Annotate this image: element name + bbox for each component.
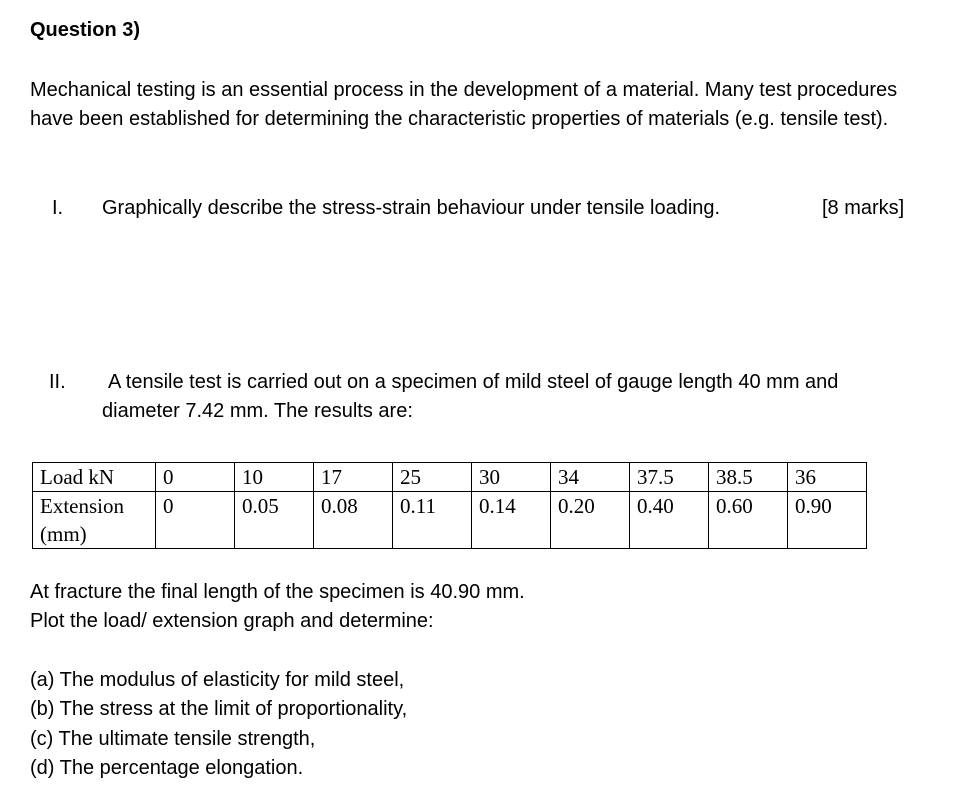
table-cell: 0 — [156, 463, 235, 492]
table-cell: 0.60 — [709, 492, 788, 549]
item-i-numeral: I. — [52, 197, 64, 219]
table-row-label: Extension (mm) — [33, 492, 156, 549]
part-d: (d) The percentage elongation. — [30, 757, 304, 779]
plot-instruction: Plot the load/ extension graph and determine: — [30, 610, 434, 632]
table-row-load — [33, 463, 867, 492]
table-cell: 0.90 — [788, 492, 867, 549]
table-cell: 0.05 — [235, 492, 314, 549]
part-c: (c) The ultimate tensile strength, — [30, 728, 316, 750]
table-cell: 0.20 — [551, 492, 630, 549]
table-cell: 34 — [551, 463, 630, 492]
part-a: (a) The modulus of elasticity for mild steel, — [30, 669, 405, 691]
table-cell: 0.11 — [393, 492, 472, 549]
table-cell: 37.5 — [630, 463, 709, 492]
table-cell: 0.08 — [314, 492, 393, 549]
question-title: Question 3) — [30, 19, 141, 41]
table-row-label: Load kN — [33, 463, 156, 492]
table-cell: 17 — [314, 463, 393, 492]
table-cell: 36 — [788, 463, 867, 492]
item-ii-text-line2: diameter 7.42 mm. The results are: — [102, 400, 413, 422]
part-b: (b) The stress at the limit of proportionality, — [30, 698, 408, 720]
item-i-marks: [8 marks] — [822, 197, 905, 219]
results-table — [32, 462, 867, 549]
fracture-statement: At fracture the final length of the specimen is 40.90 mm. — [30, 581, 525, 603]
item-i-text: Graphically describe the stress-strain behaviour under tensile loading. — [102, 197, 721, 219]
table-cell: 38.5 — [709, 463, 788, 492]
item-ii-numeral: II. — [49, 371, 66, 393]
table-cell: 30 — [472, 463, 551, 492]
table-cell: 25 — [393, 463, 472, 492]
table-cell: 0 — [156, 492, 235, 549]
item-ii-text-line1: A tensile test is carried out on a specimen of mild steel of gauge length 40 mm and — [108, 371, 839, 393]
table-cell: 0.40 — [630, 492, 709, 549]
table-cell: 0.14 — [472, 492, 551, 549]
question-intro: Mechanical testing is an essential process in the development of a material. Many test procedures have been established for determining the characteristic properties of materials (e.g. tensile test). — [30, 79, 898, 130]
table-row-extension — [33, 492, 867, 549]
table-cell: 10 — [235, 463, 314, 492]
